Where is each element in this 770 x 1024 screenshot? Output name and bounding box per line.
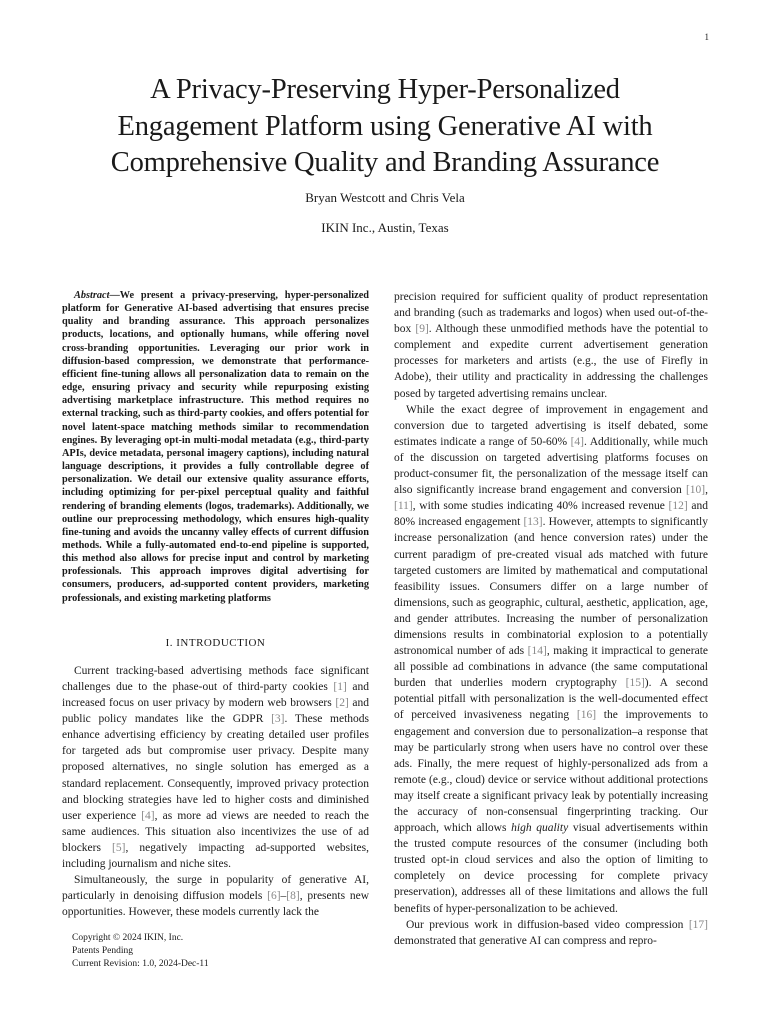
citation-link[interactable]: [3] (271, 713, 285, 726)
citation-link[interactable]: [15] (625, 677, 645, 690)
citation-link[interactable]: [4] (570, 435, 585, 448)
citation-link[interactable]: [16] (576, 709, 597, 722)
title-line: A Privacy-Preserving Hyper-Personalized (150, 74, 620, 105)
abstract (62, 289, 369, 605)
body-paragraph-3: Our previous work in diffusion-based video compression [17] demonstrated that generative AI can compress and repro- (394, 918, 708, 947)
body-paragraph-2: While the exact degree of improvement in engagement and conversion due to targeted advertising is itself debated, some estimates indicate a range of 50-60% [4]. Additionally, while much of the discussion on targeted advertising platforms focuses on product-consumer fit, the personalization of the message itself can also significantly increase brand engagement and conversion [10], [11], with some studies indicating 40% increased revenue [12] and 80% increased engagement [13]. However, attempts to significantly increase personalization (and hence conversion rates) under the current paradigm of pre-created visual ads matched with future targeted customers are limited by mathematical and computational feasibility issues. Consumers differ on a large number of dimensions, such as geographic, cultural, aesthetic, application, age, and gender attributes. Increasing the number of personalization dimensions results in combinatorial explosion to a potentially astronomical number of ads [14], making it impractical to generate all possible ad combinations in advance (the same computational burden that underlies modern cryptography [15]). A second potential pitfall with personalization is the well-documented effect of perceived invasiveness negating [16] the improvements to engagement and conversion due to personalization–a response that may be particularly strong when users have no control over these ads. Finally, the mere request of highly-personalized ads from a remote (e.g., cloud) device or service without additional protections may itself create a significant privacy leak by potentially increasing the accuracy of non-consensual fingerprinting tracking. Our approach, which allows high quality visual advertisements within the trusted compute resources of the consumer (including both trusted opt-in cloud services and also the option of limiting to completely on device processing for complete privacy preservation), addresses all of these limitations and allows the full benefits of hyper-personalization to be achieved. (394, 403, 708, 915)
page-number: 1 (704, 32, 709, 42)
citation-link[interactable]: [8] (286, 890, 300, 903)
citation-link[interactable]: [9] (415, 323, 429, 336)
citation-link[interactable]: [14] (527, 645, 547, 658)
left-column (62, 289, 369, 920)
title-line: Comprehensive Quality and Branding Assurance (110, 147, 660, 178)
paper-title (0, 72, 770, 182)
intro-paragraph-2: Simultaneously, the surge in popularity of generative AI, particularly in denoising diffusion models [6]–[8], presents new opportunities. However, these models currently lack the (62, 874, 369, 919)
citation-link[interactable]: [2] (335, 697, 349, 710)
affiliation: IKIN Inc., Austin, Texas (321, 220, 449, 235)
intro-paragraph-1: Current tracking-based advertising methods face significant challenges due to the phase-out of third-party cookies [1] and increased focus on user privacy by modern web browsers [2] and public policy mandates like the GDPR [3]. These methods enhance advertising efficiency by creating detailed user profiles for targeted ads but compromise user privacy. Despite many proposed alternatives, no single solution has emerged as a standard replacement. Consequently, improved privacy protection and blocking strategies have led to higher costs and diminished user experience [4], as more ad views are needed to reach the same audiences. This situation also incentivizes the use of ad blockers [5], negatively impacting ad-supported websites, including journalism and niche sites. (62, 664, 370, 870)
citation-link[interactable]: [6] (267, 890, 281, 903)
citation-link[interactable]: [4] (141, 809, 155, 822)
citation-link[interactable]: [17] (688, 918, 708, 931)
copyright-line: Copyright © 2024 IKIN, Inc. (72, 933, 184, 943)
abstract-label: Abstract (74, 290, 110, 301)
emphasis-text: high quality (511, 822, 569, 835)
citation-link[interactable]: [12] (668, 500, 688, 513)
abstract-text: —We present a privacy-preserving, hyper-personalized platform for Generative AI-based advertising that ensures precise quality and branding assurance. This approach personalizes products, locations, and optionally humans, while offering novel cross-branding opportunities. Leveraging our prior work in diffusion-based compression, we demonstrate that performance-efficient fine-tuning allows all personalization data to remain on the edge, ensuring privacy and security while repurposing existing advertising marketplace infrastructure. This method requires no external tracking, such as third-party cookies, and offers potential for novel latent-space matching methods similar to recommendation engines. By leveraging opt-in multi-modal metadata (e.g., third-party APIs, device metadata, personal imagery captions), including natural language descriptions, it provides a fully controllable degree of personalization. We detail our extensive quality assurance efforts, including optimizing for per-pixel perceptual quality and faithful rendering of branding elements (logos, trademarks). Additionally, we outline our preprocessing methodology, which ensures high-quality fine-tuning and avoids the uncanny valley effects of current diffusion methods. While a fully-automated end-to-end pipeline is supported, this method also allows for precise input and control by marketing professionals. This approach improves digital advertising for consumers, producers, ad-supported content providers, marketing professionals, and existing marketing platforms (62, 290, 369, 604)
patent-line: Patents Pending (72, 946, 133, 956)
revision-line: Current Revision: 1.0, 2024-Dec-11 (72, 959, 209, 969)
citation-link[interactable]: [13] (523, 516, 543, 529)
title-line: Engagement Platform using Generative AI with (117, 110, 653, 142)
authors: Bryan Westcott and Chris Vela (305, 190, 465, 205)
citation-link[interactable]: [10] (685, 484, 706, 497)
copyright-footnote (72, 932, 209, 971)
body-paragraph-1: precision required for sufficient quality of product representation and branding (such as trademarks and logos) when used out-of-the-box [9]. Although these unmodified methods have the potential to complement and expedite current advertisement generation processes for marketers and artists (e.g., the use of Firefly in Adobe), their utility and practicality in addressing the challenges posed by targeted advertising remains unclear. (394, 291, 709, 400)
citation-link[interactable]: [5] (112, 841, 126, 854)
right-column (394, 289, 708, 949)
citation-link[interactable]: [11] (394, 500, 413, 513)
citation-link[interactable]: [1] (333, 680, 347, 693)
section-heading: I. INTRODUCTION (165, 636, 266, 649)
